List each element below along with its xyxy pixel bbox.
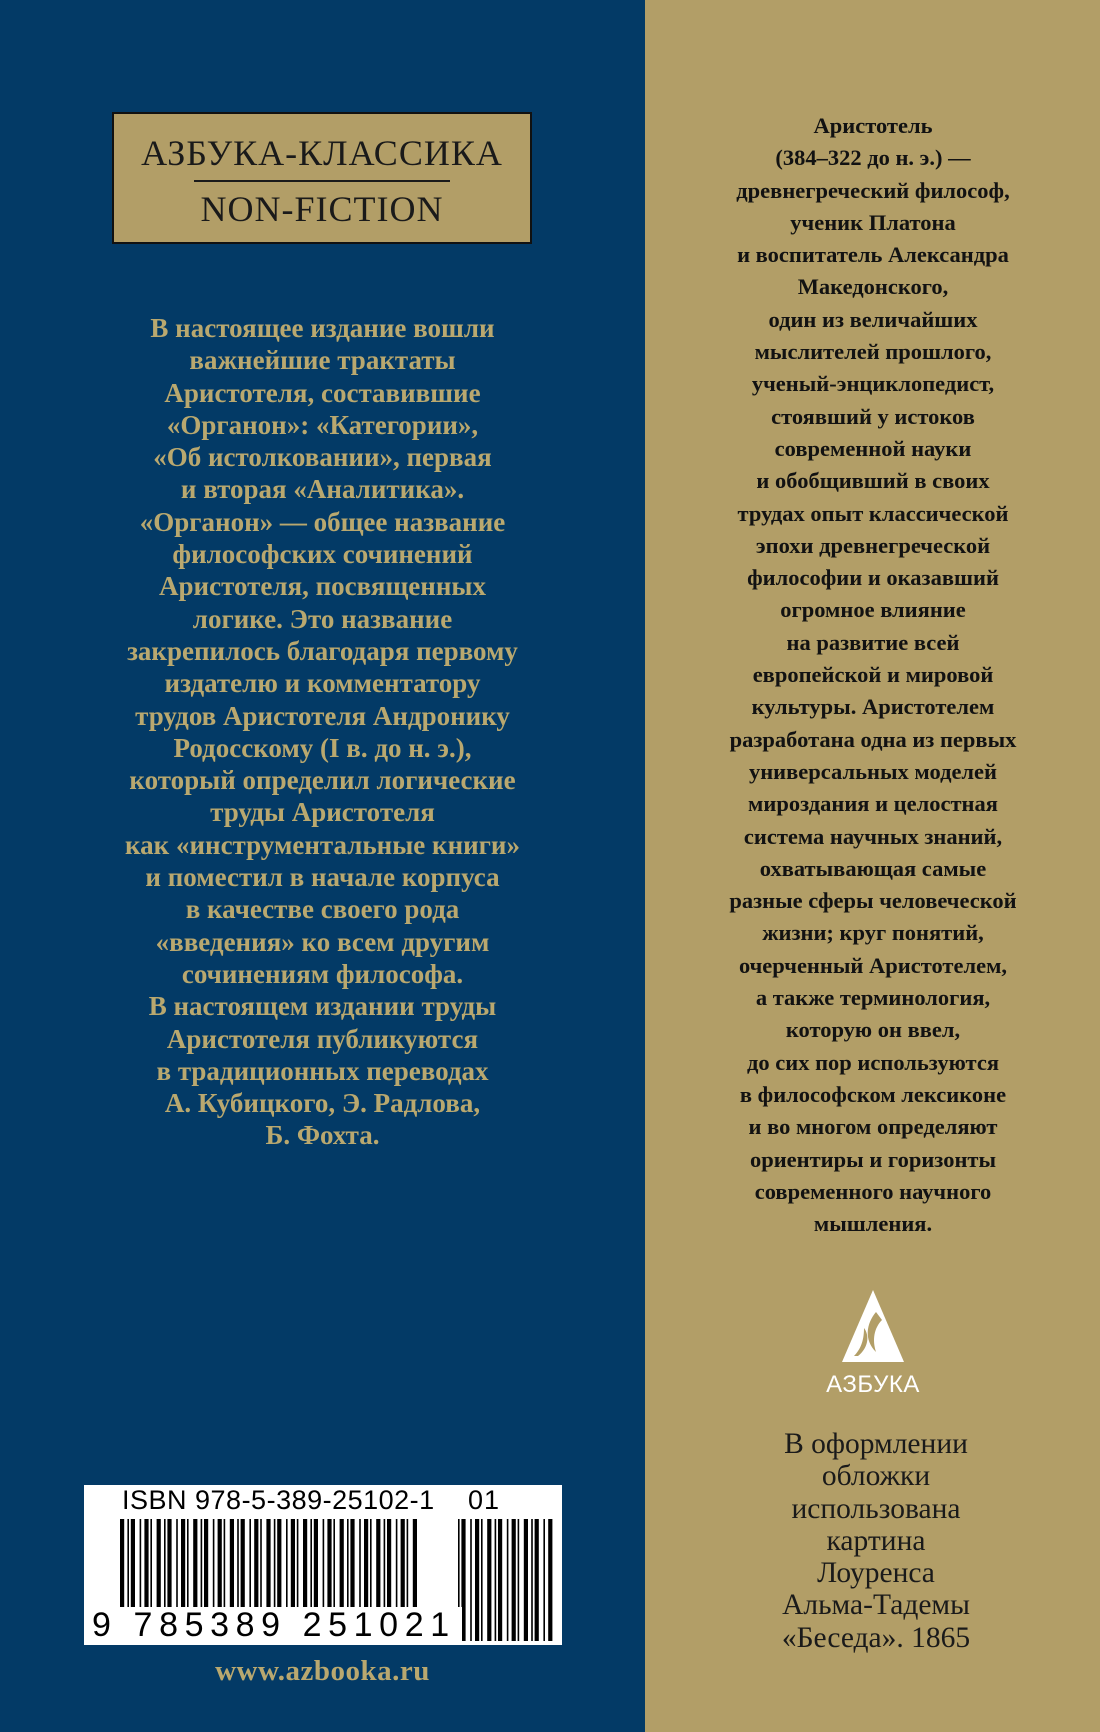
series-divider <box>194 180 450 182</box>
publisher-website: www.azbooka.ru <box>215 1655 430 1687</box>
edition-description: В настоящее издание вошли важнейшие трактаты Аристотеля, составившие «Органон»: «Категории», «Об истолковании», первая и вторая «Аналитика». «Органон» — общее название философских сочинений Аристотеля, посвященных логике. Это название закрепилось благодаря первому издателю и комментатору трудов Аристотеля Андронику Родосскому (I в. до н. э.), который определил логические труды Аристотеля как «инструментальные книги» и поместил в начале корпуса в качестве своего рода «введения» ко всем другим сочинениям философа. В настоящем издании труды Аристотеля публикуются в традиционных переводах А. Кубицкого, Э. Радлова, Б. Фохта. <box>125 313 520 1151</box>
isbn-barcode <box>84 1485 562 1645</box>
azbuka-logo-icon <box>818 1290 928 1400</box>
cover-art-credit: В оформлении обложки использована картина Лоуренса Альма-Тадемы «Беседа». 1865 <box>781 1428 971 1654</box>
ean-digits: 9 785389 251021 <box>92 1607 462 1643</box>
isbn-addon: 01 <box>468 1485 501 1515</box>
series-subtitle: NON-FICTION <box>200 189 444 229</box>
isbn-number: ISBN 978-5-389-25102-1 <box>122 1485 435 1515</box>
author-biography: Аристотель (384–322 до н. э.) — древнегреческий философ, ученик Платона и воспитатель Александра Македонского, один из величайших мыслителей прошлого, ученый-энциклопедист, стоявший у истоков современной науки и обобщивший в своих трудах опыт классической эпохи древнегреческой философии и оказавший огромное влияние на развитие всей европейской и мировой культуры. Аристотелем разработана одна из первых универсальных моделей мироздания и целостная система научных знаний, охватывающая самые разные сферы человеческой жизни; круг понятий, очерченный Аристотелем, а также терминология, которую он ввел, до сих пор используются в философском лексиконе и во многом определяют ориентиры и горизонты современного научного мышления. <box>729 113 1017 1237</box>
series-title: АЗБУКА-КЛАССИКА <box>141 133 503 173</box>
series-label-box <box>112 112 532 244</box>
logo-wordmark: АЗБУКА <box>826 1371 920 1398</box>
